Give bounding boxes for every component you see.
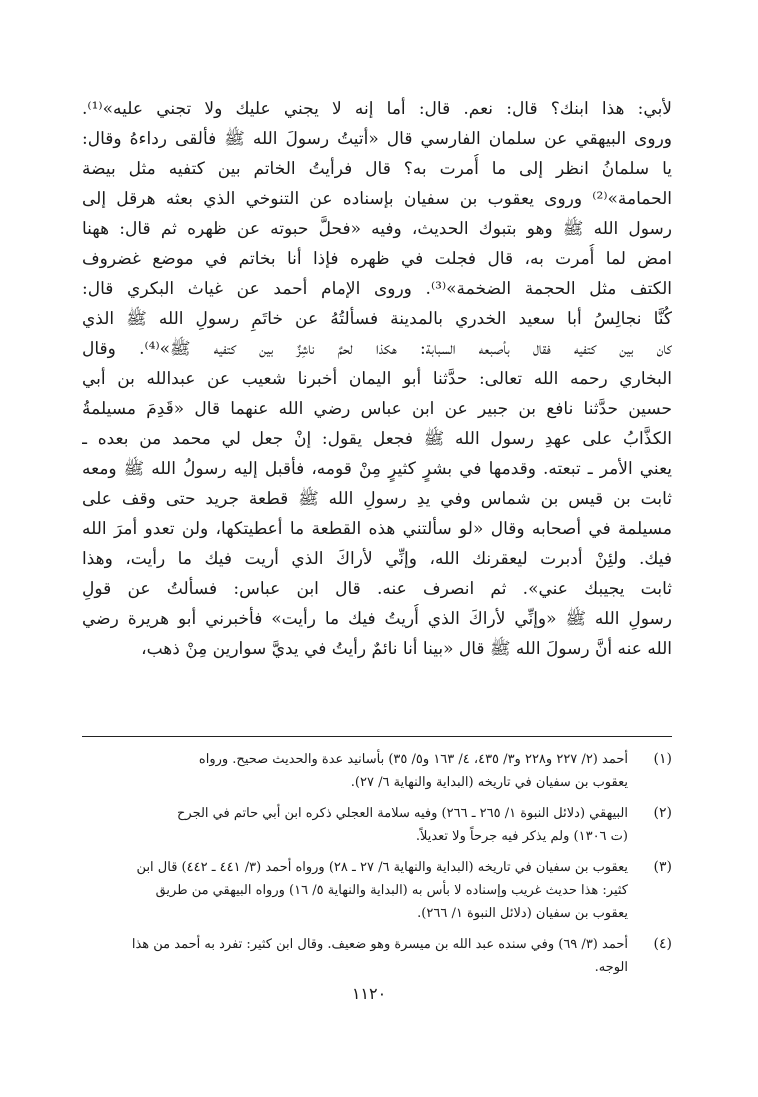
- footnote-separator: [82, 736, 672, 737]
- footnote-number: (٣): [653, 859, 672, 875]
- footnote-1: [78, 748, 672, 794]
- footnote-line: أحمد (٢/ ٢٢٧ و٢٢٨ و٣/ ٤٣٥، ٤/ ١٦٣ و٥/ ٣٥) بأسانيد عدة والحديث صحيح. ورواه: [198, 752, 628, 767]
- footnote-number: (٢): [653, 805, 672, 821]
- footnote-line: البيهقي (دلائل النبوة ١/ ٢٦٥ ـ ٢٦٦) وفيه سلامة العجلي ذكره ابن أبي حاتم في الجرح: [177, 806, 628, 821]
- text-line: حسين حدَّثنا نافع بن جبير عن ابن عباس رضي الله عنهما قال «قَدِمَ مسيلمةُ: [82, 399, 672, 419]
- text-line: وروى البيهقي عن سلمان الفارسي قال «أتيتُ رسولَ الله ﷺ فألقى رداءهُ وقال:: [82, 129, 672, 149]
- footnote-line: الوجه.: [594, 960, 628, 975]
- footnote-4: [78, 933, 672, 979]
- footnote-text: [78, 748, 628, 794]
- footnote-text: [78, 933, 628, 979]
- text-line: البخاري رحمه الله تعالى: حدَّثنا أبو اليمان أخبرنا شعيب عن عبدالله بن أبي: [82, 369, 672, 389]
- text-line: الحمامة»⁽²⁾ وروى يعقوب بن سفيان بإسناده عن التنوخي الذي بعثه هرقل إلى: [82, 189, 672, 209]
- footnotes: [78, 748, 672, 987]
- footnote-number: (٤): [653, 936, 672, 952]
- text-line: ثابت يجيبك عني». ثم انصرف عنه. قال ابن عباس: فسألتُ عن قولِ: [82, 579, 672, 599]
- footnote-line: أحمد (٣/ ٦٩) وفي سنده عبد الله بن ميسرة وهو ضعيف. وقال ابن كثير: تفرد به أحمد من هذا: [131, 937, 628, 952]
- text-line: يا سلمانُ انظر إلى ما أُمرت به؟ قال فرأيتُ الخاتم بين كتفيه مثل بيضة: [82, 159, 672, 179]
- footnote-text: [78, 802, 628, 848]
- text-line: الكتف مثل الحجمة الضخمة»⁽³⁾. وروى الإمام أحمد عن غياث البكري قال:: [82, 279, 672, 299]
- text-line: يعني الأمر ـ تبعته. وقدمها في بشرٍ كثيرٍ مِنْ قومه، فأقبل إليه رسولُ الله ﷺ ومعه: [82, 459, 672, 479]
- text-line: رسولِ الله ﷺ «وإنِّي لأراكَ الذي أُريتُ فيك ما رأيت» فأخبرني أبو هريرة رضي: [82, 609, 672, 629]
- footnote-text: [78, 856, 628, 925]
- footnote-number: (١): [653, 751, 672, 767]
- text-line: امض لما أُمرت به، قال فجلت في ظهره فإذا أنا بخاتم في موضع غضروف: [82, 249, 672, 269]
- footnote-2: [78, 802, 672, 848]
- text-line: مسيلمة في أصحابه وقال «لو سألتني هذه القطعة ما أعطيتكها، ولن تعدو أمرَ الله: [82, 519, 672, 539]
- footnote-line: يعقوب بن سفيان في تاريخه (البداية والنهاية ٦/ ٢٧ ـ ٢٨) ورواه أحمد (٣/ ٤٤١ ـ ٤٤٢) قال ابن: [136, 860, 628, 875]
- main-text: [82, 94, 672, 664]
- footnote-line: يعقوب بن سفيان (دلائل النبوة ١/ ٢٦٦).: [417, 906, 628, 921]
- page-number: ١١٢٠: [351, 984, 387, 1003]
- text-line: ثابت بن قيس بن شماس وفي يدِ رسولِ الله ﷺ قطعة جريد حتى وقف على: [82, 489, 672, 509]
- footnote-3: [78, 856, 672, 925]
- text-line: رسول الله ﷺ وهو بتبوك الحديث، وفيه «فحلَّ حبوته عن ظهره ثم قال: ههنا: [82, 219, 672, 239]
- text-line: كان بين كتفيه فقال بأصبعه السبابة: هكذا لحمٌ ناشِزٌ بين كتفيه ﷺ»⁽⁴⁾. وقال: [82, 339, 672, 359]
- footnote-line: (ت ١٣٠٦) ولم يذكر فيه جرحاً ولا تعديلاً.: [415, 829, 628, 844]
- text-line: الله عنه أنَّ رسولَ الله ﷺ قال «بينا أنا نائمٌ رأيتُ في يديَّ سوارين مِنْ ذهب،: [141, 639, 672, 659]
- text-line: لأبي: هذا ابنك؟ قال: نعم. قال: أما إنه لا يجني عليك ولا تجني عليه»⁽¹⁾.: [82, 99, 672, 119]
- footnote-line: كثير: هذا حديث غريب وإسناده لا بأس به (البداية والنهاية ٥/ ١٦) ورواه البيهقي من طريق: [155, 883, 628, 898]
- footnote-line: يعقوب بن سفيان في تاريخه (البداية والنهاية ٦/ ٢٧).: [350, 775, 628, 790]
- text-line: الكذَّابُ على عهدِ رسول الله ﷺ فجعل يقول: إنْ جعل لي محمد من بعده ـ: [82, 429, 672, 449]
- text-line: كُنَّا نجالِسُ أبا سعيد الخدري بالمدينة فسألتُهُ عن خاتَمِ رسولِ الله ﷺ الذي: [82, 309, 672, 329]
- text-line: فيك. ولئِنْ أدبرت ليعقرنك الله، وإنِّي لأراكَ الذي أريت فيك ما رأيت، وهذا: [82, 549, 672, 569]
